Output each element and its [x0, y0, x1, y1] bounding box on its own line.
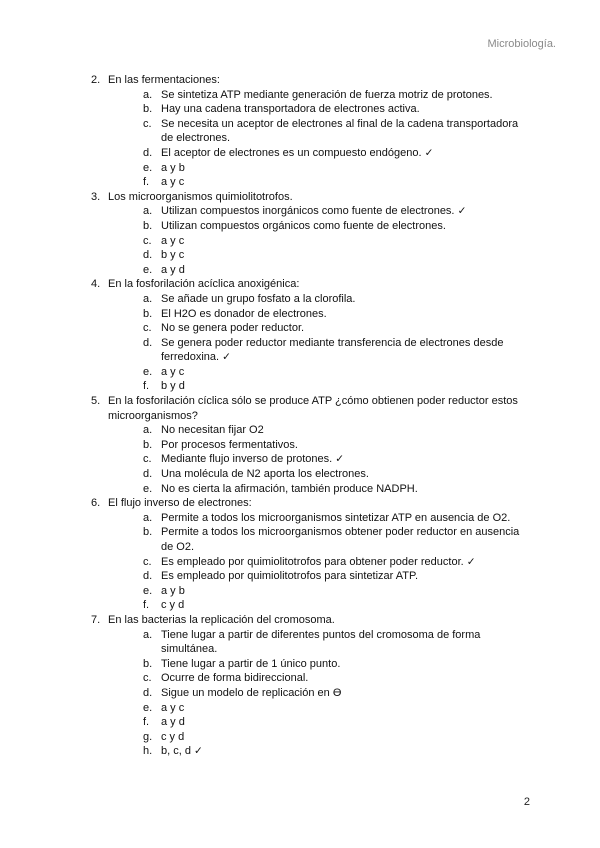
option-item: [143, 701, 531, 716]
option-text: a y c: [161, 176, 185, 189]
option-text: Sigue un modelo de replicación en ϴ: [161, 686, 342, 699]
question-text: El flujo inverso de electrones:: [108, 497, 252, 510]
option-letter: d.: [143, 249, 153, 262]
option-text: No es cierta la afirmación, también produce NADPH.: [161, 482, 418, 495]
option-text: Es empleado por quimiolitotrofos para obtener poder reductor.: [161, 555, 464, 568]
option-letter: a.: [143, 511, 153, 524]
option-item: [143, 482, 531, 497]
option-letter: f.: [143, 716, 150, 729]
option-letter: g.: [143, 730, 153, 743]
question-list: [91, 73, 531, 759]
question-number: 6.: [91, 497, 101, 510]
question-item: [91, 190, 531, 278]
option-item: [143, 102, 531, 117]
option-text: a y c: [161, 234, 185, 247]
option-item: [143, 715, 531, 730]
option-text: Por procesos fermentativos.: [161, 438, 298, 451]
option-item: [143, 730, 531, 745]
option-letter: c.: [143, 117, 152, 130]
option-item: [143, 438, 531, 453]
option-item: [143, 686, 531, 701]
option-item: [143, 161, 531, 176]
option-letter: f.: [143, 176, 150, 189]
checkmark-icon: ✓: [335, 453, 345, 466]
question-number: 7.: [91, 613, 101, 626]
option-text: Se genera poder reductor mediante transferencia de electrones desde ferredoxina.: [161, 336, 504, 364]
option-list: [108, 204, 531, 277]
option-text: a y d: [161, 263, 185, 276]
option-text: a y b: [161, 584, 185, 597]
option-item: [143, 452, 531, 467]
question-item: [91, 73, 531, 190]
option-letter: c.: [143, 453, 152, 466]
option-letter: a.: [143, 292, 153, 305]
option-text: b y d: [161, 380, 185, 393]
option-text: Utilizan compuestos orgánicos como fuente de electrones.: [161, 219, 446, 232]
option-text: Se añade un grupo fosfato a la clorofila.: [161, 292, 356, 305]
option-text: Tiene lugar a partir de diferentes puntos del cromosoma de forma simultánea.: [161, 628, 481, 656]
option-text: Mediante flujo inverso de protones.: [161, 453, 333, 466]
option-list: [108, 628, 531, 759]
option-letter: c.: [143, 234, 152, 247]
checkmark-icon: ✓: [222, 351, 231, 364]
option-letter: b.: [143, 219, 153, 232]
option-item: [143, 307, 531, 322]
option-item: [143, 657, 531, 672]
option-text: No se genera poder reductor.: [161, 322, 305, 335]
page-header-subject: Microbiología.: [487, 38, 556, 50]
checkmark-icon: ✓: [194, 745, 203, 758]
question-number: 5.: [91, 395, 101, 408]
option-item: [143, 248, 531, 263]
option-letter: a.: [143, 88, 153, 101]
checkmark-icon: ✓: [424, 146, 434, 159]
option-item: [143, 584, 531, 599]
option-letter: e.: [143, 701, 153, 714]
option-letter: d.: [143, 336, 153, 349]
question-text: En las fermentaciones:: [108, 74, 220, 86]
checkmark-icon: ✓: [457, 205, 467, 218]
option-letter: b.: [143, 438, 153, 451]
option-letter: b.: [143, 526, 153, 539]
option-letter: a.: [143, 628, 153, 641]
option-letter: f.: [143, 599, 150, 612]
option-text: Es empleado por quimiolitotrofos para sintetizar ATP.: [161, 570, 419, 583]
option-letter: b.: [143, 657, 153, 670]
option-text: El aceptor de electrones es un compuesto endógeno.: [161, 146, 422, 159]
option-letter: e.: [143, 365, 153, 378]
option-letter: c.: [143, 672, 152, 685]
option-item: [143, 423, 531, 438]
option-text: Permite a todos los microorganismos sintetizar ATP en ausencia de O2.: [161, 511, 511, 524]
option-text: c y d: [161, 599, 185, 612]
option-letter: e.: [143, 161, 153, 174]
question-number: 2.: [91, 74, 101, 86]
option-text: Hay una cadena transportadora de electrones activa.: [161, 103, 420, 116]
question-item: [91, 613, 531, 759]
option-item: [143, 146, 531, 161]
question-text: En la fosforilación cíclica sólo se produce ATP ¿cómo obtienen poder reductor estos microorganismos?: [108, 395, 518, 422]
option-item: [143, 379, 531, 394]
option-item: [143, 555, 531, 570]
option-item: [143, 525, 531, 554]
question-item: [91, 394, 531, 496]
question-number: 3.: [91, 190, 101, 203]
option-list: [108, 292, 531, 394]
option-letter: e.: [143, 584, 153, 597]
option-item: [143, 569, 531, 584]
option-list: [108, 423, 531, 496]
option-letter: d.: [143, 468, 153, 481]
option-letter: e.: [143, 263, 153, 276]
option-item: [143, 204, 531, 219]
option-item: [143, 744, 531, 759]
option-text: a y b: [161, 161, 185, 174]
option-item: [143, 88, 531, 103]
option-letter: b.: [143, 307, 153, 320]
option-item: [143, 598, 531, 613]
option-item: [143, 365, 531, 380]
option-letter: f.: [143, 380, 150, 393]
option-letter: h.: [143, 745, 153, 758]
option-item: [143, 467, 531, 482]
option-item: [143, 175, 531, 190]
option-letter: a.: [143, 205, 153, 218]
question-number: 4.: [91, 278, 101, 291]
option-text: Permite a todos los microorganismos obtener poder reductor en ausencia de O2.: [161, 526, 520, 553]
option-text: El H2O es donador de electrones.: [161, 307, 327, 320]
question-text: En la fosforilación acíclica anoxigénica:: [108, 278, 300, 291]
option-text: a y c: [161, 701, 185, 714]
option-item: [143, 628, 531, 657]
option-letter: d.: [143, 146, 153, 159]
checkmark-icon: ✓: [466, 555, 476, 568]
option-text: a y d: [161, 716, 185, 729]
option-text: c y d: [161, 730, 185, 743]
question-text: En las bacterias la replicación del cromosoma.: [108, 613, 335, 626]
option-list: [108, 511, 531, 613]
option-letter: d.: [143, 686, 153, 699]
option-item: [143, 117, 531, 146]
question-item: [91, 496, 531, 613]
option-text: Se sintetiza ATP mediante generación de fuerza motriz de protones.: [161, 88, 493, 101]
option-text: Una molécula de N2 aporta los electrones.: [161, 468, 369, 481]
option-item: [143, 336, 531, 365]
option-letter: d.: [143, 570, 153, 583]
option-letter: a.: [143, 424, 153, 437]
option-letter: c.: [143, 555, 152, 568]
question-item: [91, 277, 531, 394]
option-letter: b.: [143, 103, 153, 116]
option-text: No necesitan fijar O2: [161, 424, 264, 437]
option-item: [143, 292, 531, 307]
option-text: Se necesita un aceptor de electrones al final de la cadena transportadora de electrones.: [161, 117, 519, 145]
option-text: a y c: [161, 365, 185, 378]
option-text: b, c, d: [161, 745, 191, 758]
option-list: [108, 88, 531, 190]
option-item: [143, 671, 531, 686]
option-item: [143, 321, 531, 336]
option-letter: c.: [143, 322, 152, 335]
option-item: [143, 219, 531, 234]
option-item: [143, 234, 531, 249]
option-text: Tiene lugar a partir de 1 único punto.: [161, 657, 341, 670]
option-item: [143, 263, 531, 278]
option-text: Utilizan compuestos inorgánicos como fuente de electrones.: [161, 205, 455, 218]
question-text: Los microorganismos quimiolitotrofos.: [108, 190, 293, 203]
option-letter: e.: [143, 482, 153, 495]
option-item: [143, 511, 531, 526]
page-number: 2: [523, 796, 530, 808]
option-text: Ocurre de forma bidireccional.: [161, 672, 309, 685]
option-text: b y c: [161, 249, 185, 262]
